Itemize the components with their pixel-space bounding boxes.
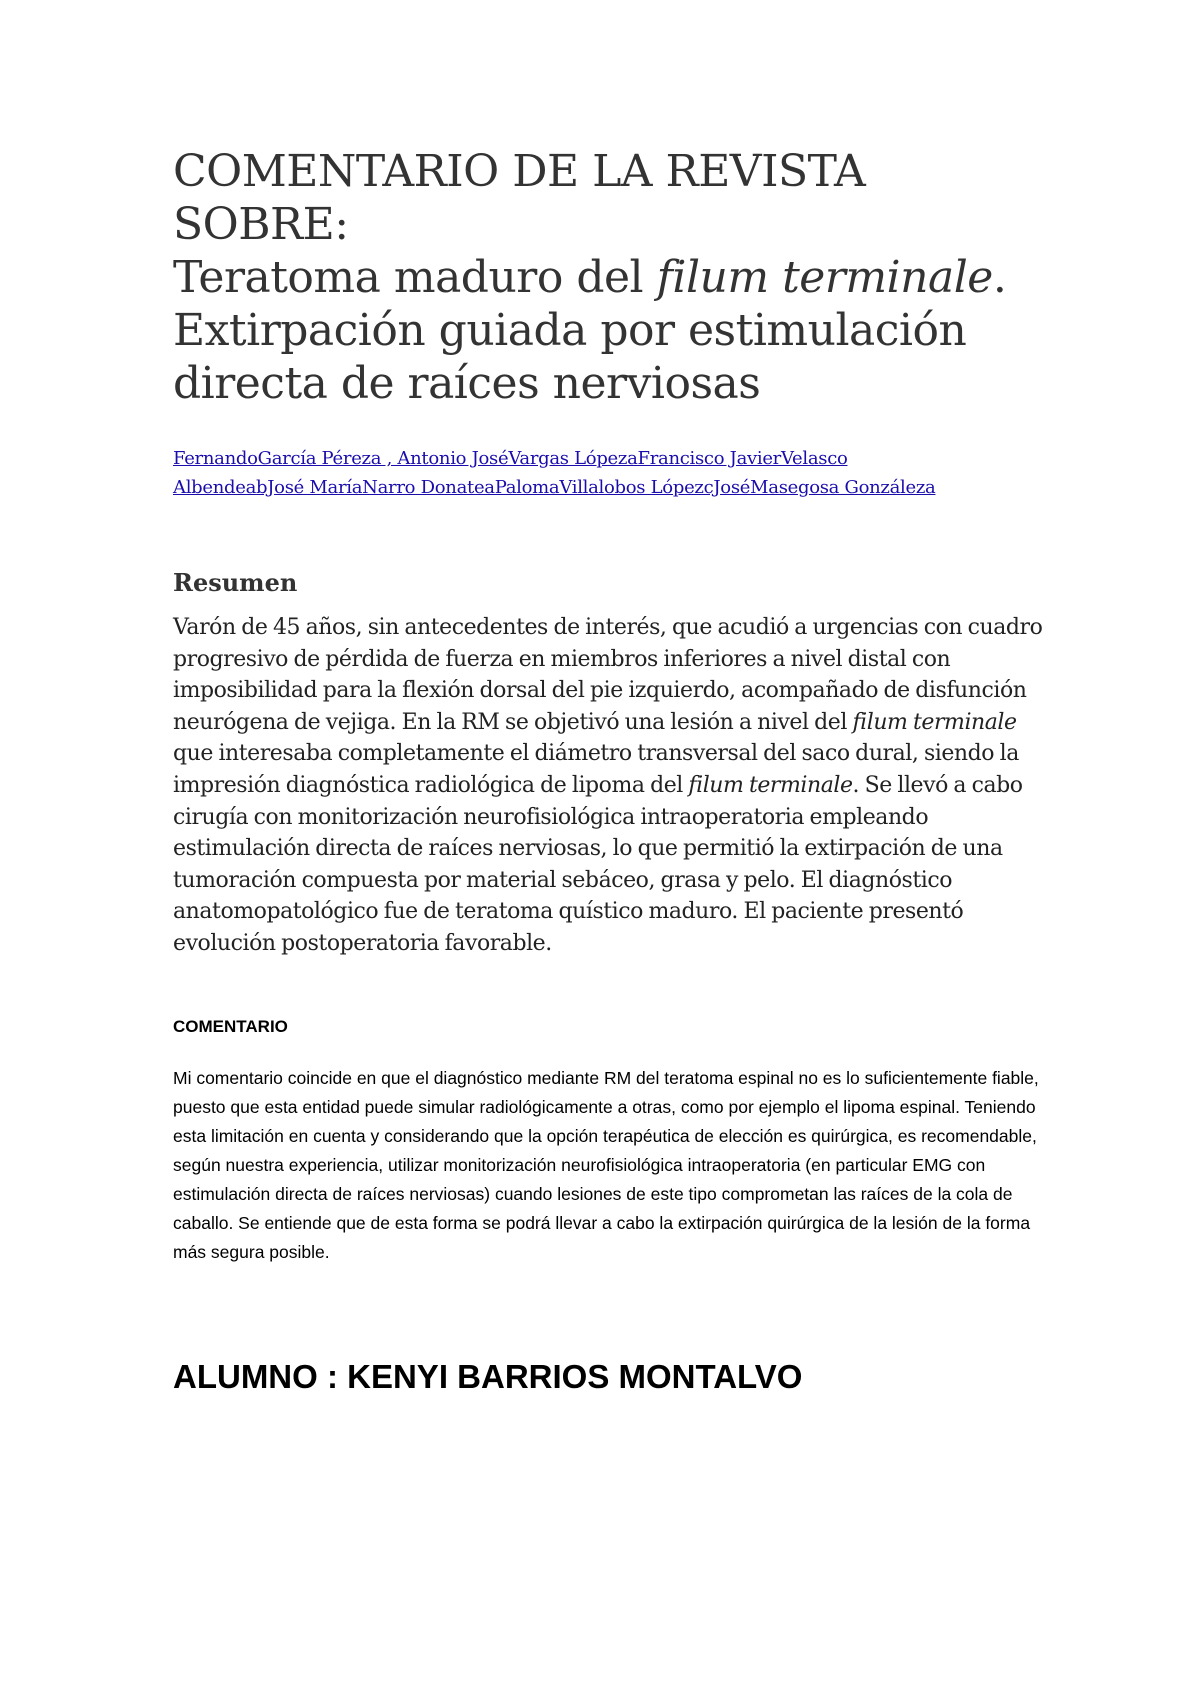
abstract-italic-1: filum terminale bbox=[852, 709, 1017, 735]
student-name: ALUMNO : KENYI BARRIOS MONTALVO bbox=[173, 1357, 803, 1395]
abstract-part-1: Varón de 45 años, sin antecedentes de interés, que acudió a urgencias con cuadro progresivo de pérdida de fuerza en miembros inferiores a nivel distal con imposibilidad para la flexión dorsal del pie izquierdo, acompañado de disfunción neurógena de vejiga. En la RM se objetivó una lesión a nivel del bbox=[173, 615, 1043, 735]
author-links-line-1[interactable]: FernandoGarcía Péreza , Antonio JoséVargas LópezaFrancisco JavierVelasco bbox=[173, 448, 848, 469]
document-page bbox=[173, 145, 1043, 1397]
title-line-2: SOBRE: bbox=[173, 199, 349, 250]
title-line-3-prefix: Teratoma maduro del bbox=[173, 252, 657, 303]
abstract-part-2: que interesaba completamente el diámetro transversal del saco dural, siendo la impresión diagnóstica radiológica de lipoma del bbox=[173, 741, 1019, 798]
author-links-line-2[interactable]: AlbendeabJosé MaríaNarro DonateaPalomaVillalobos LópezcJoséMasegosa Gonzáleza bbox=[173, 477, 936, 498]
resumen-heading: Resumen bbox=[173, 568, 298, 597]
abstract-text bbox=[173, 612, 1043, 960]
title-line-3-suffix: . bbox=[992, 252, 1007, 303]
title-italic-term: filum terminale bbox=[656, 252, 993, 303]
comentario-text: Mi comentario coincide en que el diagnóstico mediante RM del teratoma espinal no es lo suficientemente fiable, puesto que esta entidad puede simular radiológicamente a otras, como por ejemplo el lipoma espinal. Teniendo esta limitación en cuenta y considerando que la opción terapéutica de elección es quirúrgica, es recomendable, según nuestra experiencia, utilizar monitorización neurofisiológica intraoperatoria (en particular EMG con estimulación directa de raíces nerviosas) cuando lesiones de este tipo comprometan las raíces de la cola de caballo. Se entiende que de esta forma se podrá llevar a cabo la extirpación quirúrgica de la lesión de la forma más segura posible. bbox=[173, 1067, 1039, 1262]
article-title bbox=[173, 145, 1043, 410]
author-list bbox=[173, 444, 1043, 502]
title-line-3 bbox=[173, 251, 1043, 304]
abstract-part-3: . Se llevó a cabo cirugía con monitorización neurofisiológica intraoperatoria empleando estimulación directa de raíces nerviosas, lo que permitió la extirpación de una tumoración compuesta por material sebáceo, grasa y pelo. El diagnóstico anatomopatológico fue de teratoma quístico maduro. El paciente presentó evolución postoperatoria favorable. bbox=[173, 772, 1023, 956]
title-line-1: COMENTARIO DE LA REVISTA bbox=[173, 146, 866, 197]
abstract-italic-2: filum terminale bbox=[688, 772, 853, 798]
comentario-heading: COMENTARIO bbox=[173, 1016, 288, 1036]
title-line-4: Extirpación guiada por estimulación bbox=[173, 305, 967, 356]
title-line-5: directa de raíces nerviosas bbox=[173, 358, 761, 409]
